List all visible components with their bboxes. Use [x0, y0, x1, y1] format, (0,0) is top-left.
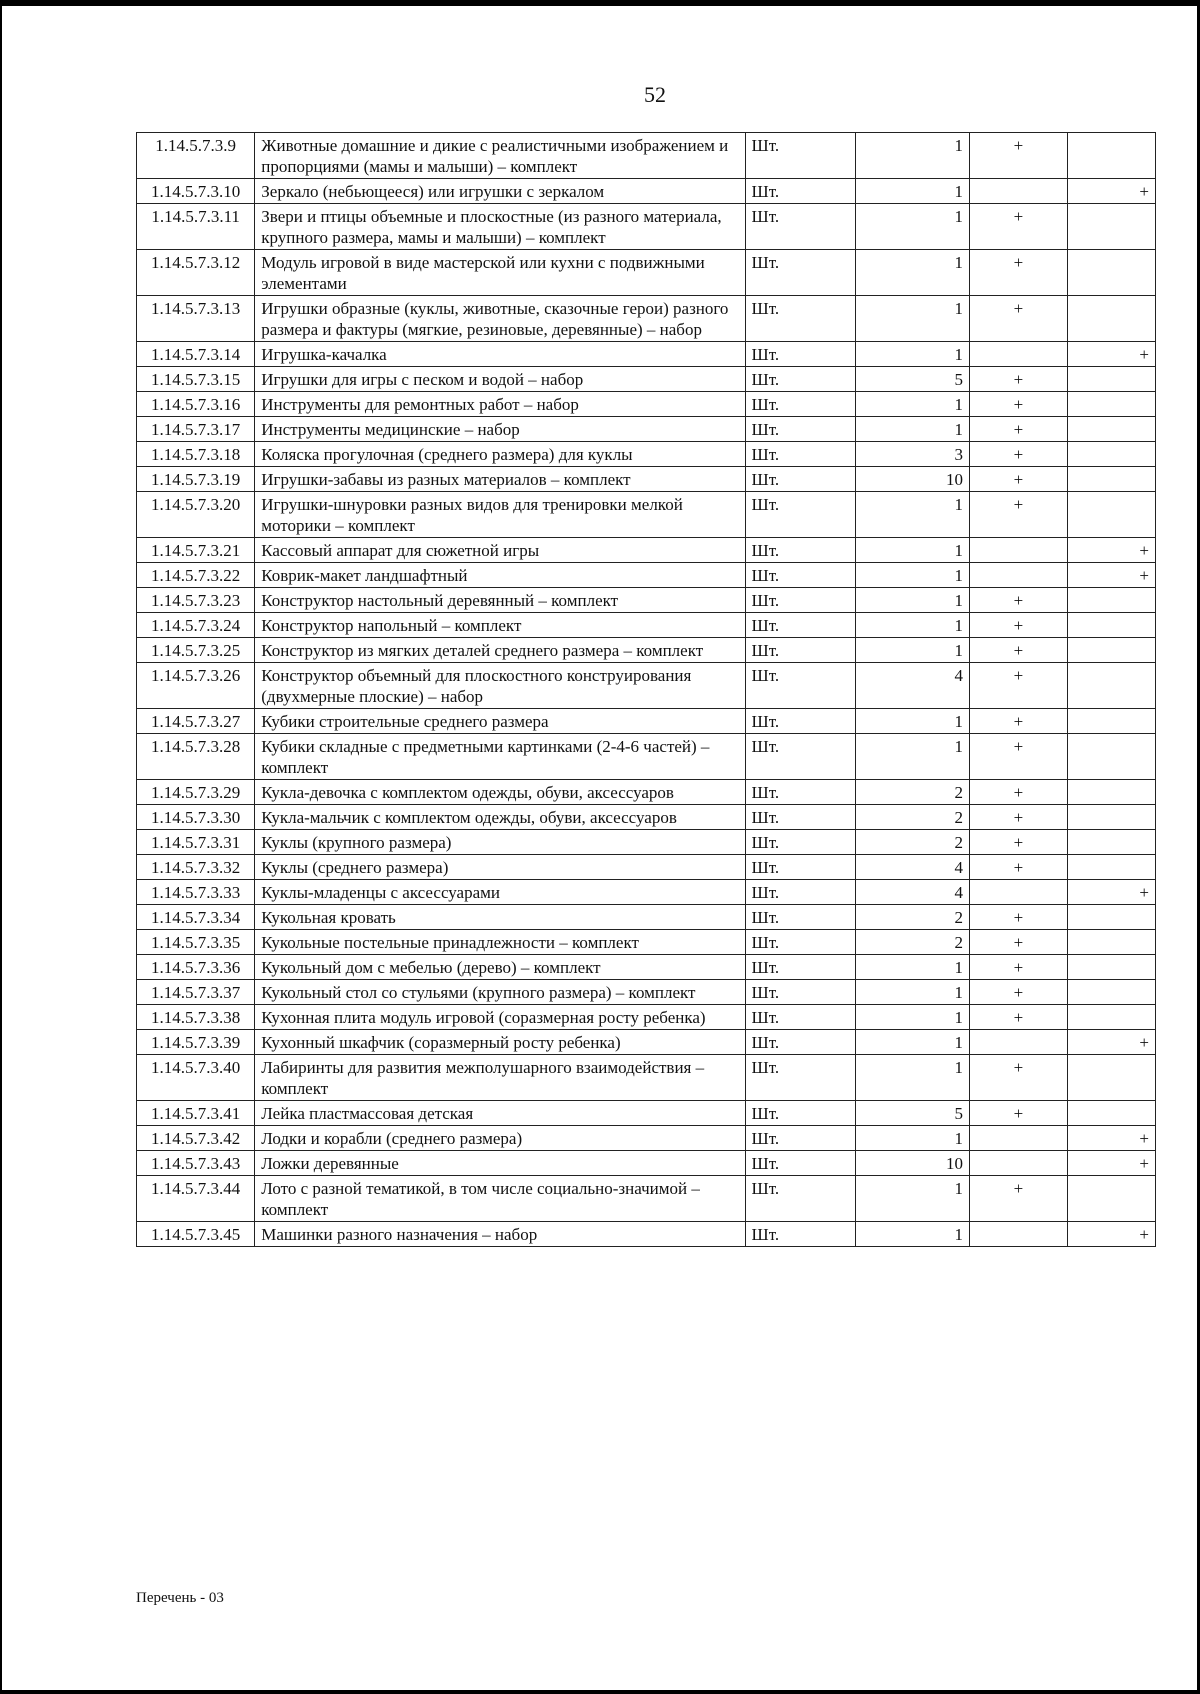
item-name: Конструктор напольный – комплект — [255, 613, 745, 638]
mark-column-b — [1068, 250, 1156, 296]
mark-column-a: + — [969, 905, 1067, 930]
table-row — [137, 613, 1156, 638]
item-code: 1.14.5.7.3.33 — [137, 880, 255, 905]
table-row — [137, 179, 1156, 204]
item-code: 1.14.5.7.3.12 — [137, 250, 255, 296]
mark-column-b — [1068, 1176, 1156, 1222]
item-code: 1.14.5.7.3.25 — [137, 638, 255, 663]
page-number: 52 — [644, 82, 666, 107]
item-code: 1.14.5.7.3.30 — [137, 805, 255, 830]
item-unit: Шт. — [745, 367, 855, 392]
item-quantity: 10 — [855, 1151, 969, 1176]
mark-column-b: + — [1068, 179, 1156, 204]
table-row — [137, 133, 1156, 179]
mark-column-b — [1068, 638, 1156, 663]
table-row — [137, 930, 1156, 955]
item-quantity: 1 — [855, 709, 969, 734]
mark-column-a — [969, 880, 1067, 905]
item-code: 1.14.5.7.3.9 — [137, 133, 255, 179]
table-row — [137, 830, 1156, 855]
item-unit: Шт. — [745, 442, 855, 467]
item-unit: Шт. — [745, 563, 855, 588]
item-unit: Шт. — [745, 1005, 855, 1030]
item-unit: Шт. — [745, 855, 855, 880]
mark-column-a — [969, 342, 1067, 367]
item-quantity: 4 — [855, 880, 969, 905]
mark-column-a: + — [969, 204, 1067, 250]
table-row — [137, 1151, 1156, 1176]
item-quantity: 3 — [855, 442, 969, 467]
item-code: 1.14.5.7.3.45 — [137, 1222, 255, 1247]
item-unit: Шт. — [745, 392, 855, 417]
item-quantity: 1 — [855, 980, 969, 1005]
item-quantity: 1 — [855, 250, 969, 296]
item-quantity: 1 — [855, 296, 969, 342]
item-unit: Шт. — [745, 955, 855, 980]
mark-column-a: + — [969, 1101, 1067, 1126]
mark-column-b — [1068, 830, 1156, 855]
mark-column-a: + — [969, 250, 1067, 296]
item-code: 1.14.5.7.3.13 — [137, 296, 255, 342]
item-name: Конструктор объемный для плоскостного конструирования (двухмерные плоские) – набор — [255, 663, 745, 709]
item-name: Куклы-младенцы с аксессуарами — [255, 880, 745, 905]
item-quantity: 10 — [855, 467, 969, 492]
mark-column-b — [1068, 1055, 1156, 1101]
mark-column-b — [1068, 492, 1156, 538]
item-code: 1.14.5.7.3.28 — [137, 734, 255, 780]
table-row — [137, 663, 1156, 709]
item-quantity: 1 — [855, 734, 969, 780]
item-name: Модуль игровой в виде мастерской или кухни с подвижными элементами — [255, 250, 745, 296]
item-unit: Шт. — [745, 1055, 855, 1101]
mark-column-b — [1068, 417, 1156, 442]
mark-column-a: + — [969, 1176, 1067, 1222]
mark-column-a: + — [969, 492, 1067, 538]
item-code: 1.14.5.7.3.37 — [137, 980, 255, 1005]
item-code: 1.14.5.7.3.44 — [137, 1176, 255, 1222]
mark-column-a — [969, 1126, 1067, 1151]
table-row — [137, 467, 1156, 492]
table-row — [137, 588, 1156, 613]
item-quantity: 2 — [855, 930, 969, 955]
mark-column-a: + — [969, 296, 1067, 342]
mark-column-a: + — [969, 805, 1067, 830]
table-row — [137, 780, 1156, 805]
item-quantity: 1 — [855, 392, 969, 417]
item-code: 1.14.5.7.3.18 — [137, 442, 255, 467]
item-code: 1.14.5.7.3.14 — [137, 342, 255, 367]
item-code: 1.14.5.7.3.35 — [137, 930, 255, 955]
item-code: 1.14.5.7.3.41 — [137, 1101, 255, 1126]
mark-column-a — [969, 1030, 1067, 1055]
item-name: Лодки и корабли (среднего размера) — [255, 1126, 745, 1151]
mark-column-a: + — [969, 613, 1067, 638]
item-name: Игрушки образные (куклы, животные, сказочные герои) разного размера и фактуры (мягкие, резиновые, деревянные) – набор — [255, 296, 745, 342]
item-name: Коврик-макет ландшафтный — [255, 563, 745, 588]
item-code: 1.14.5.7.3.27 — [137, 709, 255, 734]
table-row — [137, 638, 1156, 663]
mark-column-b — [1068, 296, 1156, 342]
mark-column-a: + — [969, 663, 1067, 709]
item-name: Лейка пластмассовая детская — [255, 1101, 745, 1126]
mark-column-b — [1068, 805, 1156, 830]
table-row — [137, 955, 1156, 980]
mark-column-b — [1068, 133, 1156, 179]
mark-column-b — [1068, 855, 1156, 880]
mark-column-b — [1068, 780, 1156, 805]
item-code: 1.14.5.7.3.36 — [137, 955, 255, 980]
item-name: Коляска прогулочная (среднего размера) для куклы — [255, 442, 745, 467]
item-name: Кухонная плита модуль игровой (соразмерная росту ребенка) — [255, 1005, 745, 1030]
item-name: Игрушки для игры с песком и водой – набор — [255, 367, 745, 392]
item-quantity: 1 — [855, 1030, 969, 1055]
table-row — [137, 980, 1156, 1005]
item-name: Игрушки-шнуровки разных видов для тренировки мелкой моторики – комплект — [255, 492, 745, 538]
mark-column-a — [969, 563, 1067, 588]
item-unit: Шт. — [745, 780, 855, 805]
table-row — [137, 417, 1156, 442]
mark-column-b: + — [1068, 563, 1156, 588]
item-name: Лабиринты для развития межполушарного взаимодействия – комплект — [255, 1055, 745, 1101]
table-row — [137, 1055, 1156, 1101]
item-unit: Шт. — [745, 980, 855, 1005]
item-unit: Шт. — [745, 492, 855, 538]
item-name: Звери и птицы объемные и плоскостные (из разного материала, крупного размера, мамы и малыши) – комплект — [255, 204, 745, 250]
mark-column-a: + — [969, 392, 1067, 417]
item-name: Кубики строительные среднего размера — [255, 709, 745, 734]
item-code: 1.14.5.7.3.15 — [137, 367, 255, 392]
item-unit: Шт. — [745, 1151, 855, 1176]
mark-column-a: + — [969, 980, 1067, 1005]
item-quantity: 1 — [855, 342, 969, 367]
item-unit: Шт. — [745, 417, 855, 442]
table-body — [137, 133, 1156, 1247]
table-row — [137, 1176, 1156, 1222]
item-quantity: 4 — [855, 855, 969, 880]
mark-column-b — [1068, 955, 1156, 980]
table-row — [137, 538, 1156, 563]
mark-column-b — [1068, 709, 1156, 734]
mark-column-a — [969, 1151, 1067, 1176]
item-unit: Шт. — [745, 1222, 855, 1247]
item-name: Кукольные постельные принадлежности – комплект — [255, 930, 745, 955]
table-row — [137, 880, 1156, 905]
item-code: 1.14.5.7.3.26 — [137, 663, 255, 709]
table-row — [137, 905, 1156, 930]
item-unit: Шт. — [745, 296, 855, 342]
table-row — [137, 563, 1156, 588]
item-name: Куклы (крупного размера) — [255, 830, 745, 855]
mark-column-b: + — [1068, 1151, 1156, 1176]
item-unit: Шт. — [745, 133, 855, 179]
item-quantity: 1 — [855, 613, 969, 638]
item-name: Кассовый аппарат для сюжетной игры — [255, 538, 745, 563]
item-quantity: 2 — [855, 830, 969, 855]
mark-column-b — [1068, 588, 1156, 613]
mark-column-a: + — [969, 855, 1067, 880]
mark-column-b: + — [1068, 538, 1156, 563]
table-row — [137, 805, 1156, 830]
table-row — [137, 204, 1156, 250]
item-unit: Шт. — [745, 250, 855, 296]
mark-column-a: + — [969, 367, 1067, 392]
table-row — [137, 734, 1156, 780]
mark-column-a: + — [969, 417, 1067, 442]
item-unit: Шт. — [745, 538, 855, 563]
mark-column-b: + — [1068, 342, 1156, 367]
mark-column-b — [1068, 467, 1156, 492]
mark-column-b — [1068, 734, 1156, 780]
item-quantity: 1 — [855, 1126, 969, 1151]
mark-column-b — [1068, 980, 1156, 1005]
item-quantity: 5 — [855, 367, 969, 392]
table-row — [137, 392, 1156, 417]
item-code: 1.14.5.7.3.10 — [137, 179, 255, 204]
mark-column-b: + — [1068, 1222, 1156, 1247]
mark-column-a: + — [969, 780, 1067, 805]
item-unit: Шт. — [745, 1126, 855, 1151]
table-row — [137, 367, 1156, 392]
item-quantity: 1 — [855, 563, 969, 588]
item-quantity: 2 — [855, 780, 969, 805]
mark-column-b: + — [1068, 1126, 1156, 1151]
item-name: Конструктор настольный деревянный – комплект — [255, 588, 745, 613]
item-quantity: 1 — [855, 955, 969, 980]
mark-column-b — [1068, 1005, 1156, 1030]
mark-column-b: + — [1068, 880, 1156, 905]
item-code: 1.14.5.7.3.16 — [137, 392, 255, 417]
item-name: Куклы (среднего размера) — [255, 855, 745, 880]
mark-column-b — [1068, 367, 1156, 392]
mark-column-b — [1068, 930, 1156, 955]
item-quantity: 1 — [855, 1005, 969, 1030]
mark-column-b — [1068, 442, 1156, 467]
equipment-table — [136, 132, 1156, 1247]
item-code: 1.14.5.7.3.31 — [137, 830, 255, 855]
item-name: Игрушка-качалка — [255, 342, 745, 367]
item-name: Кубики складные с предметными картинками (2-4-6 частей) – комплект — [255, 734, 745, 780]
mark-column-a — [969, 538, 1067, 563]
item-code: 1.14.5.7.3.39 — [137, 1030, 255, 1055]
item-unit: Шт. — [745, 588, 855, 613]
table-row — [137, 1126, 1156, 1151]
item-code: 1.14.5.7.3.23 — [137, 588, 255, 613]
item-unit: Шт. — [745, 204, 855, 250]
table-row — [137, 342, 1156, 367]
item-code: 1.14.5.7.3.34 — [137, 905, 255, 930]
mark-column-a: + — [969, 133, 1067, 179]
mark-column-a: + — [969, 1005, 1067, 1030]
mark-column-a: + — [969, 442, 1067, 467]
item-code: 1.14.5.7.3.32 — [137, 855, 255, 880]
item-unit: Шт. — [745, 1030, 855, 1055]
item-quantity: 4 — [855, 663, 969, 709]
item-quantity: 1 — [855, 1222, 969, 1247]
mark-column-b — [1068, 1101, 1156, 1126]
item-code: 1.14.5.7.3.21 — [137, 538, 255, 563]
mark-column-a: + — [969, 588, 1067, 613]
item-quantity: 1 — [855, 588, 969, 613]
document-footer: Перечень - 03 — [136, 1590, 224, 1606]
item-name: Кукольный стол со стульями (крупного размера) – комплект — [255, 980, 745, 1005]
item-unit: Шт. — [745, 830, 855, 855]
item-quantity: 1 — [855, 133, 969, 179]
item-quantity: 1 — [855, 179, 969, 204]
item-unit: Шт. — [745, 880, 855, 905]
item-code: 1.14.5.7.3.19 — [137, 467, 255, 492]
item-quantity: 1 — [855, 1176, 969, 1222]
table-row — [137, 442, 1156, 467]
mark-column-a — [969, 179, 1067, 204]
table-row — [137, 855, 1156, 880]
table-row — [137, 1030, 1156, 1055]
item-name: Зеркало (небьющееся) или игрушки с зеркалом — [255, 179, 745, 204]
mark-column-b — [1068, 613, 1156, 638]
mark-column-b — [1068, 204, 1156, 250]
item-name: Машинки разного назначения – набор — [255, 1222, 745, 1247]
item-unit: Шт. — [745, 805, 855, 830]
item-code: 1.14.5.7.3.11 — [137, 204, 255, 250]
mark-column-a: + — [969, 830, 1067, 855]
item-quantity: 2 — [855, 905, 969, 930]
item-quantity: 1 — [855, 492, 969, 538]
item-code: 1.14.5.7.3.40 — [137, 1055, 255, 1101]
mark-column-a: + — [969, 955, 1067, 980]
item-code: 1.14.5.7.3.29 — [137, 780, 255, 805]
mark-column-a — [969, 1222, 1067, 1247]
table-row — [137, 1101, 1156, 1126]
item-code: 1.14.5.7.3.24 — [137, 613, 255, 638]
item-code: 1.14.5.7.3.38 — [137, 1005, 255, 1030]
item-unit: Шт. — [745, 930, 855, 955]
item-quantity: 5 — [855, 1101, 969, 1126]
item-unit: Шт. — [745, 663, 855, 709]
item-name: Инструменты медицинские – набор — [255, 417, 745, 442]
item-name: Конструктор из мягких деталей среднего размера – комплект — [255, 638, 745, 663]
item-code: 1.14.5.7.3.20 — [137, 492, 255, 538]
table-row — [137, 709, 1156, 734]
item-quantity: 1 — [855, 1055, 969, 1101]
item-unit: Шт. — [745, 709, 855, 734]
scan-border-top — [0, 0, 1200, 6]
item-name: Ложки деревянные — [255, 1151, 745, 1176]
mark-column-a: + — [969, 709, 1067, 734]
table-row — [137, 250, 1156, 296]
item-code: 1.14.5.7.3.22 — [137, 563, 255, 588]
item-name: Кукла-мальчик с комплектом одежды, обуви, аксессуаров — [255, 805, 745, 830]
table-row — [137, 296, 1156, 342]
mark-column-a: + — [969, 930, 1067, 955]
item-name: Инструменты для ремонтных работ – набор — [255, 392, 745, 417]
scan-border-bottom — [0, 1690, 1200, 1694]
table-row — [137, 1005, 1156, 1030]
item-code: 1.14.5.7.3.17 — [137, 417, 255, 442]
item-quantity: 2 — [855, 805, 969, 830]
item-quantity: 1 — [855, 538, 969, 563]
item-name: Кукольная кровать — [255, 905, 745, 930]
item-name: Игрушки-забавы из разных материалов – комплект — [255, 467, 745, 492]
item-unit: Шт. — [745, 613, 855, 638]
item-unit: Шт. — [745, 1101, 855, 1126]
scan-border-left — [0, 0, 2, 1694]
item-unit: Шт. — [745, 638, 855, 663]
item-name: Лото с разной тематикой, в том числе социально-значимой – комплект — [255, 1176, 745, 1222]
item-name: Кукольный дом с мебелью (дерево) – комплект — [255, 955, 745, 980]
table-row — [137, 1222, 1156, 1247]
item-unit: Шт. — [745, 1176, 855, 1222]
item-name: Животные домашние и дикие с реалистичными изображением и пропорциями (мамы и малыши) – комплект — [255, 133, 745, 179]
mark-column-a: + — [969, 467, 1067, 492]
mark-column-a: + — [969, 638, 1067, 663]
item-name: Кухонный шкафчик (соразмерный росту ребенка) — [255, 1030, 745, 1055]
item-quantity: 1 — [855, 204, 969, 250]
item-quantity: 1 — [855, 417, 969, 442]
item-code: 1.14.5.7.3.43 — [137, 1151, 255, 1176]
mark-column-b: + — [1068, 1030, 1156, 1055]
item-unit: Шт. — [745, 734, 855, 780]
mark-column-b — [1068, 392, 1156, 417]
item-quantity: 1 — [855, 638, 969, 663]
mark-column-b — [1068, 905, 1156, 930]
item-name: Кукла-девочка с комплектом одежды, обуви, аксессуаров — [255, 780, 745, 805]
item-unit: Шт. — [745, 179, 855, 204]
item-unit: Шт. — [745, 342, 855, 367]
table-row — [137, 492, 1156, 538]
item-unit: Шт. — [745, 467, 855, 492]
mark-column-a: + — [969, 734, 1067, 780]
mark-column-a: + — [969, 1055, 1067, 1101]
item-code: 1.14.5.7.3.42 — [137, 1126, 255, 1151]
item-unit: Шт. — [745, 905, 855, 930]
mark-column-b — [1068, 663, 1156, 709]
